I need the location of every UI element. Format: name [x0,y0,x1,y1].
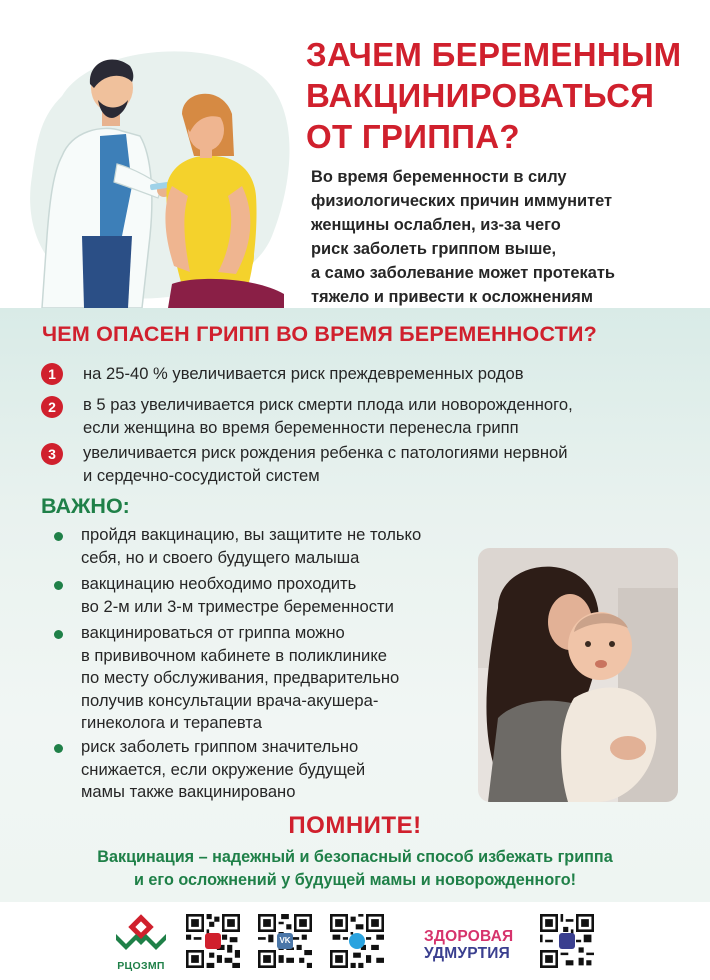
doctor-vaccinating-pregnant-woman-illustration [22,36,294,308]
important-item-text [81,524,421,569]
risk-line: на 25-40 % увеличивается риск преждевременных родов [83,364,524,383]
main-title [306,34,696,157]
intro-line: физиологических причин иммунитет [311,192,613,210]
zu-line-1: ЗДОРОВАЯ [424,928,514,945]
important-item-text [81,736,365,804]
bullet-dot [54,532,63,541]
title-line-3: ОТ ГРИППА? [306,118,520,155]
qr-badge [559,933,575,949]
qr-code-telegram[interactable] [330,914,384,968]
ornament-icon [112,914,170,954]
bullet-line: себя, но и своего будущего малыша [81,547,360,567]
qr-code-vk[interactable] [258,914,312,968]
zu-line-2: УДМУРТИЯ [424,945,510,962]
bullet-line: вакцинироваться от гриппа можно [81,623,345,642]
qr-code-1[interactable] [186,914,240,968]
title-line-2: ВАКЦИНИРОВАТЬСЯ [306,77,655,114]
risk-line: увеличивается риск рождения ребенка с патологиями нервной [83,443,568,462]
number-badge-2: 2 [41,396,63,418]
important-item-text [81,573,394,618]
intro-paragraph [311,165,701,309]
bullet-line: вакцинацию необходимо проходить [81,574,357,593]
bullet-line: получив консультации врача-акушера- [81,690,379,710]
important-item-text [81,622,399,735]
bullet-line: во 2-м или 3-м триместре беременности [81,596,394,616]
bullet-dot [54,581,63,590]
telegram-icon [349,933,365,949]
bullet-line: гинеколога и терапевта [81,713,262,732]
qr-code-4[interactable] [540,914,594,968]
remember-heading: ПОМНИТЕ! [288,812,422,839]
bullet-line: снижается, если окружение будущей [81,759,366,779]
slogan-line: Вакцинация – надежный и безопасный способ избежать гриппа [97,848,613,866]
bullet-line: мамы также вакцинировано [81,782,296,801]
qr-badge [205,933,221,949]
bullet-line: по месту обслуживания, предварительно [81,668,400,687]
slogan [0,846,710,892]
intro-line: риск заболеть гриппом выше, [311,240,557,258]
bullet-dot [54,744,63,753]
risk-line: в 5 раз увеличивается риск смерти плода или новорожденного, [83,395,573,414]
bullet-line: в прививочном кабинете в поликлинике [81,645,387,665]
zdorovaya-udmurtiya-logo [424,928,532,963]
rcz-mp-logo [112,914,170,972]
intro-line: женщины ослаблен, из-за чего [311,216,561,234]
number-badge-1: 1 [41,363,63,385]
vk-icon: VK [277,933,293,949]
bullet-line: риск заболеть гриппом значительно [81,737,359,756]
risk-item-text [83,393,573,439]
number-badge-3: 3 [41,443,63,465]
important-heading: ВАЖНО: [41,494,130,518]
slogan-line: и его осложнений у будущей мамы и новорожденного! [133,871,577,889]
risk-line: и сердечно-сосудистой систем [83,466,320,485]
intro-line: тяжело и привести к осложнениям [311,288,593,306]
bullet-dot [54,630,63,639]
intro-line: а само заболевание может протекать [311,264,615,282]
mother-kissing-baby-photo [478,548,678,802]
intro-line: Во время беременности в силу [311,168,567,186]
risk-item-text [83,441,568,487]
danger-heading: ЧЕМ ОПАСЕН ГРИПП ВО ВРЕМЯ БЕРЕМЕННОСТИ? [42,322,597,346]
risk-line: если женщина во время беременности перенесла грипп [83,418,519,437]
bullet-line: пройдя вакцинацию, вы защитите не только [81,525,422,544]
risk-item-text [83,362,524,385]
rcz-label: РЦОЗМП [117,960,165,972]
title-line-1: ЗАЧЕМ БЕРЕМЕННЫМ [306,36,682,73]
